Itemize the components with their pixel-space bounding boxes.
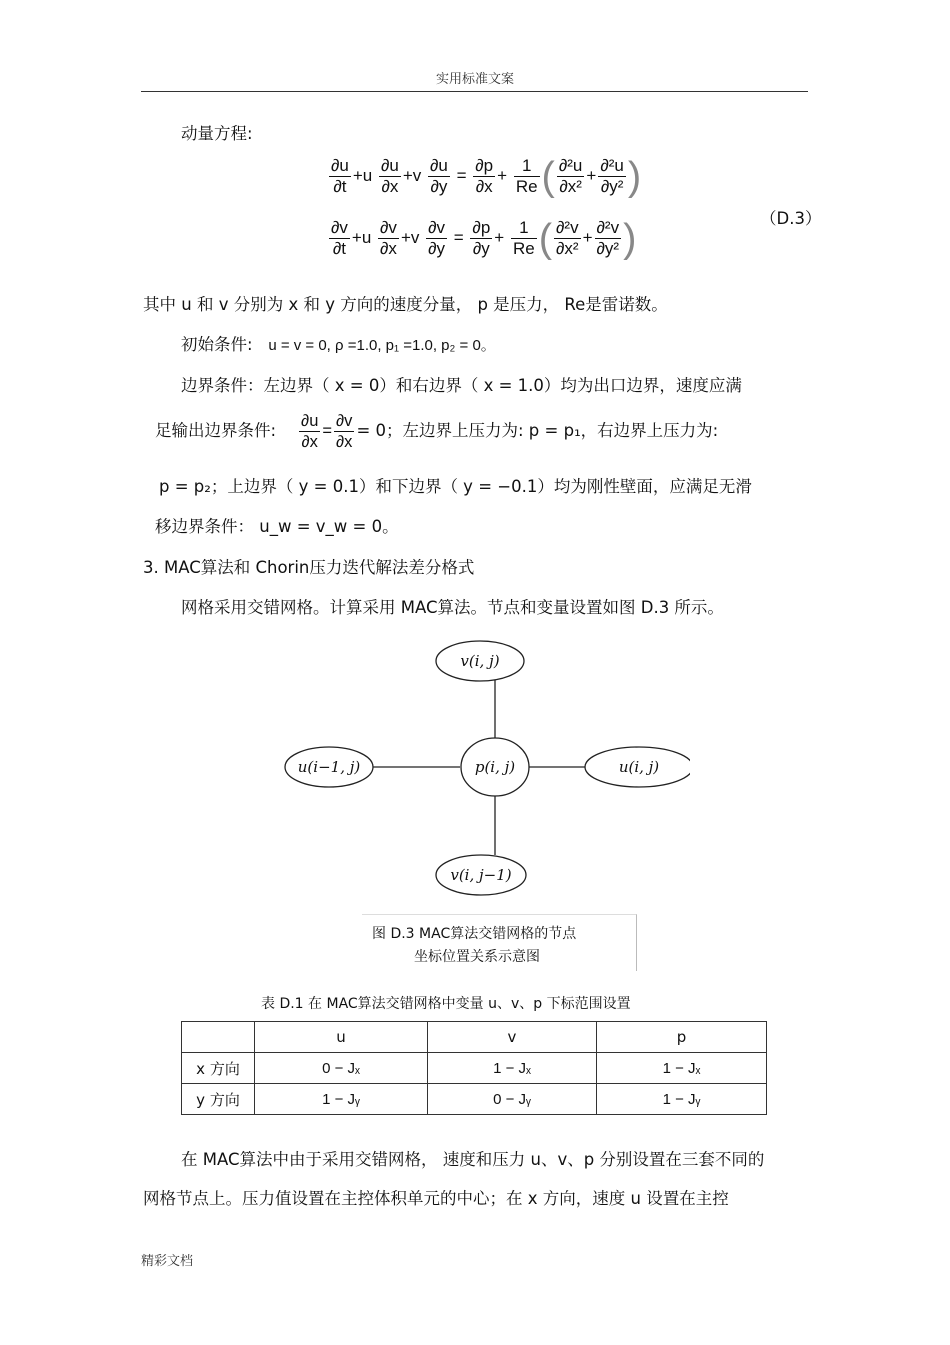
label-u-i-1-j: u(i−1, j) [297,758,361,776]
table-cell: 0 − Jᵧ [428,1084,597,1115]
header-rule [141,91,808,92]
label-u-ij: u(i, j) [618,758,660,776]
equation-tag: （D.3） [760,209,822,228]
label-v-ij-1: v(i, j−1) [450,866,512,884]
section-3-title: 3. MAC算法和 Chorin压力迭代解法差分格式 [143,558,475,577]
index-range-table [181,1021,767,1115]
boundary-line-2: 足输出边界条件: $\frac{\partial u}{\partial x}$ = $\frac{\partial v}{\partial x}$ = 0；左边界上压力为: p = p₁，右边界上压力为: [155,412,719,451]
table-cell: 1 − Jₓ [428,1053,597,1084]
table-row [182,1084,767,1115]
figure-caption [362,914,637,971]
table-cell: 1 − Jᵧ [255,1084,428,1115]
equation-row-2: $\frac{\partial v}{\partial t}$ +u $\frac{\partial v}{\partial x}$ +v $\frac{\partial v}{\partial y}$ = $\frac{\partial p}{\partial y}$ + $\frac{1}{Re}$ ( $\frac{\text{∂²v}}{\text{∂x²}}$ + $\frac{\text{∂²v}}{\text{∂y²}}$ ) [331,216,637,261]
table-cell: 1 − Jᵧ [597,1084,767,1115]
initial-conditions: 初始条件: u = v = 0, ρ =1.0, p₁ =1.0, p₂ = 0。 [181,335,496,354]
equation-row-1: $\frac{\partial u}{\partial t}$ +u $\frac{\partial u}{\partial x}$ +v $\frac{\partial u}{\partial y}$ = $\frac{\partial p}{\partial x}$ + $\frac{1}{Re}$ ( $\frac{\text{∂²u}}{\text{∂x²}}$ + $\frac{\text{∂²u}}{\text{∂y²}}$ ) [331,154,642,199]
caption-line-2: 坐标位置关系示意图 [414,949,540,965]
caption-line-1: 图 D.3 MAC算法交错网格的节点 [372,926,577,942]
label-p-ij: p(i, j) [474,758,516,776]
staggered-grid-diagram [270,630,690,905]
table-cell: x 方向 [182,1053,255,1084]
table-header [182,1022,255,1053]
where-text: 其中 u 和 v 分别为 x 和 y 方向的速度分量， p 是压力， Re是雷诺数。 [143,295,668,314]
momentum-label: 动量方程: [181,124,253,143]
table-header: p [597,1022,767,1053]
boundary-line-1: 边界条件：左边界（ x = 0）和右边界（ x = 1.0）均为出口边界，速度应满 [181,376,742,395]
table-cell: 0 − Jₓ [255,1053,428,1084]
boundary-line-4: 移边界条件： u_w = v_w = 0。 [155,517,399,536]
table-row [182,1053,767,1084]
table-header: v [428,1022,597,1053]
table-cell: 1 − Jₓ [597,1053,767,1084]
page-footer: 精彩文档 [141,1254,194,1269]
page-header: 实用标准文案 [435,72,514,87]
closing-line-1: 在 MAC算法中由于采用交错网格， 速度和压力 u、v、p 分别设置在三套不同的 [181,1150,765,1169]
table-header: u [255,1022,428,1053]
closing-line-2: 网格节点上。压力值设置在主控体积单元的中心；在 x 方向，速度 u 设置在主控 [143,1189,729,1208]
section-3-intro: 网格采用交错网格。计算采用 MAC算法。节点和变量设置如图 D.3 所示。 [181,598,724,617]
boundary-line-3: p = p₂；上边界（ y = 0.1）和下边界（ y = −0.1）均为刚性壁面，应满足无滑 [159,477,752,496]
label-v-ij: v(i, j) [460,652,500,670]
table-caption: 表 D.1 在 MAC算法交错网格中变量 u、v、p 下标范围设置 [261,996,631,1012]
table-cell: y 方向 [182,1084,255,1115]
table-header-row [182,1022,767,1053]
